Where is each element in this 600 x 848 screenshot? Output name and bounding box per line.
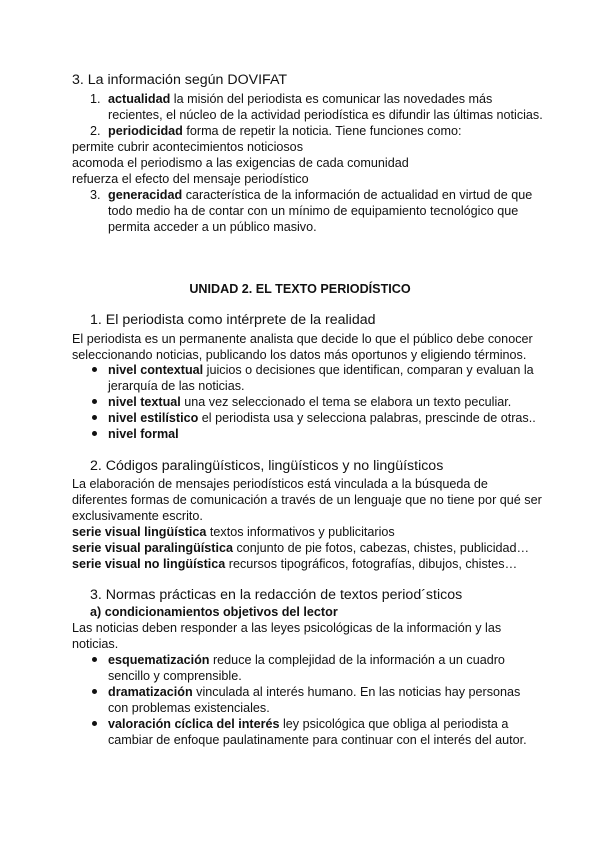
- subsection-heading: 3. Normas prácticas en la redacción de textos period´sticos: [90, 587, 463, 603]
- bullet-item: [108, 410, 536, 426]
- definition: la misión del periodista es comunicar las novedades más: [170, 92, 493, 106]
- paragraph-line: El periodista es un permanente analista que decide lo que el público debe conocer: [72, 332, 533, 346]
- paragraph-line: La elaboración de mensajes periodísticos está vinculada a la búsqueda de: [72, 477, 488, 491]
- bullet-item: [108, 362, 534, 378]
- term: generacidad: [108, 188, 183, 202]
- bullet-icon: [92, 721, 97, 726]
- bullet-continuation: jerarquía de las noticias.: [108, 379, 245, 393]
- list-item-continuation: recientes, el núcleo de la actividad periodística es difundir las últimas noticias.: [108, 108, 543, 122]
- bullet-continuation: cambiar de enfoque paulatinamente para continuar con el interés del autor.: [108, 733, 527, 747]
- unit-title-text: UNIDAD 2. EL TEXTO PERIODÍSTICO: [189, 282, 411, 296]
- series-line: [72, 540, 529, 556]
- bullet-icon: [92, 657, 97, 662]
- paragraph-line: diferentes formas de comunicación a través de un lenguaje que no tiene por qué ser: [72, 493, 542, 507]
- list-item-continuation: todo medio ha de contar con un mínimo de equipamiento tecnológico que: [108, 204, 519, 218]
- series-line: [72, 524, 395, 540]
- sub-heading: [90, 604, 338, 620]
- bullet-item: [108, 426, 179, 442]
- term: serie visual no lingüística: [72, 557, 226, 571]
- paragraph-line: noticias.: [72, 637, 119, 651]
- list-item-continuation: permita acceder a un público masivo.: [108, 220, 317, 234]
- term: valoración cíclica del interés: [108, 717, 280, 731]
- bullet-item: [108, 684, 520, 700]
- term: esquematización: [108, 653, 210, 667]
- function-line: permite cubrir acontecimientos noticiosos: [72, 140, 303, 154]
- definition: el periodista usa y selecciona palabras, prescinde de otras..: [198, 411, 536, 425]
- definition: una vez seleccionado el tema se elabora un texto peculiar.: [180, 395, 512, 409]
- bullet-continuation: con problemas existenciales.: [108, 701, 270, 715]
- function-line: refuerza el efecto del mensaje periodístico: [72, 172, 309, 186]
- definition: juicios o decisiones que identifican, comparan y evaluan la: [203, 363, 534, 377]
- subsection-heading: 1. El periodista como intérprete de la realidad: [90, 312, 376, 328]
- list-item: [108, 91, 492, 107]
- term: serie visual paralingüística: [72, 541, 233, 555]
- series-line: [72, 556, 517, 572]
- term: nivel textual: [108, 395, 181, 409]
- definition: conjunto de pie fotos, cabezas, chistes, publicidad…: [233, 541, 530, 555]
- term: actualidad: [108, 92, 171, 106]
- bullet-icon: [92, 399, 97, 404]
- term: nivel formal: [108, 427, 179, 441]
- bullet-icon: [92, 689, 97, 694]
- term: serie visual lingüística: [72, 525, 207, 539]
- sub-heading-text: a) condicionamientos objetivos del lector: [90, 605, 338, 619]
- definition: característica de la información de actualidad en virtud de que: [182, 188, 533, 202]
- list-item: [108, 187, 532, 203]
- bullet-item: [108, 716, 508, 732]
- definition: textos informativos y publicitarios: [206, 525, 395, 539]
- bullet-icon: [92, 367, 97, 372]
- bullet-icon: [92, 415, 97, 420]
- term: nivel contextual: [108, 363, 204, 377]
- definition: ley psicológica que obliga al periodista a: [279, 717, 509, 731]
- paragraph-line: seleccionando noticias, publicando los datos más oportunos y eligiendo términos.: [72, 348, 527, 362]
- subsection-heading: 2. Códigos paralingüísticos, lingüísticos y no lingüísticos: [90, 458, 444, 474]
- bullet-item: [108, 394, 511, 410]
- bullet-item: [108, 652, 505, 668]
- term: dramatización: [108, 685, 193, 699]
- list-number: 3.: [90, 188, 101, 202]
- term: periodicidad: [108, 124, 183, 138]
- function-line: acomoda el periodismo a las exigencias de cada comunidad: [72, 156, 409, 170]
- paragraph-line: Las noticias deben responder a las leyes psicológicas de la información y las: [72, 621, 502, 635]
- definition: vinculada al interés humano. En las noticias hay personas: [192, 685, 521, 699]
- list-item: [108, 123, 461, 139]
- definition: forma de repetir la noticia. Tiene funciones como:: [182, 124, 462, 138]
- section-heading: 3. La información según DOVIFAT: [72, 72, 288, 88]
- unit-title: [0, 281, 600, 297]
- definition: reduce la complejidad de la información a un cuadro: [209, 653, 505, 667]
- bullet-continuation: sencillo y comprensible.: [108, 669, 242, 683]
- list-number: 2.: [90, 124, 101, 138]
- bullet-icon: [92, 431, 97, 436]
- list-number: 1.: [90, 92, 101, 106]
- term: nivel estilístico: [108, 411, 199, 425]
- paragraph-line: exclusivamente escrito.: [72, 509, 203, 523]
- definition: recursos tipográficos, fotografías, dibujos, chistes…: [225, 557, 518, 571]
